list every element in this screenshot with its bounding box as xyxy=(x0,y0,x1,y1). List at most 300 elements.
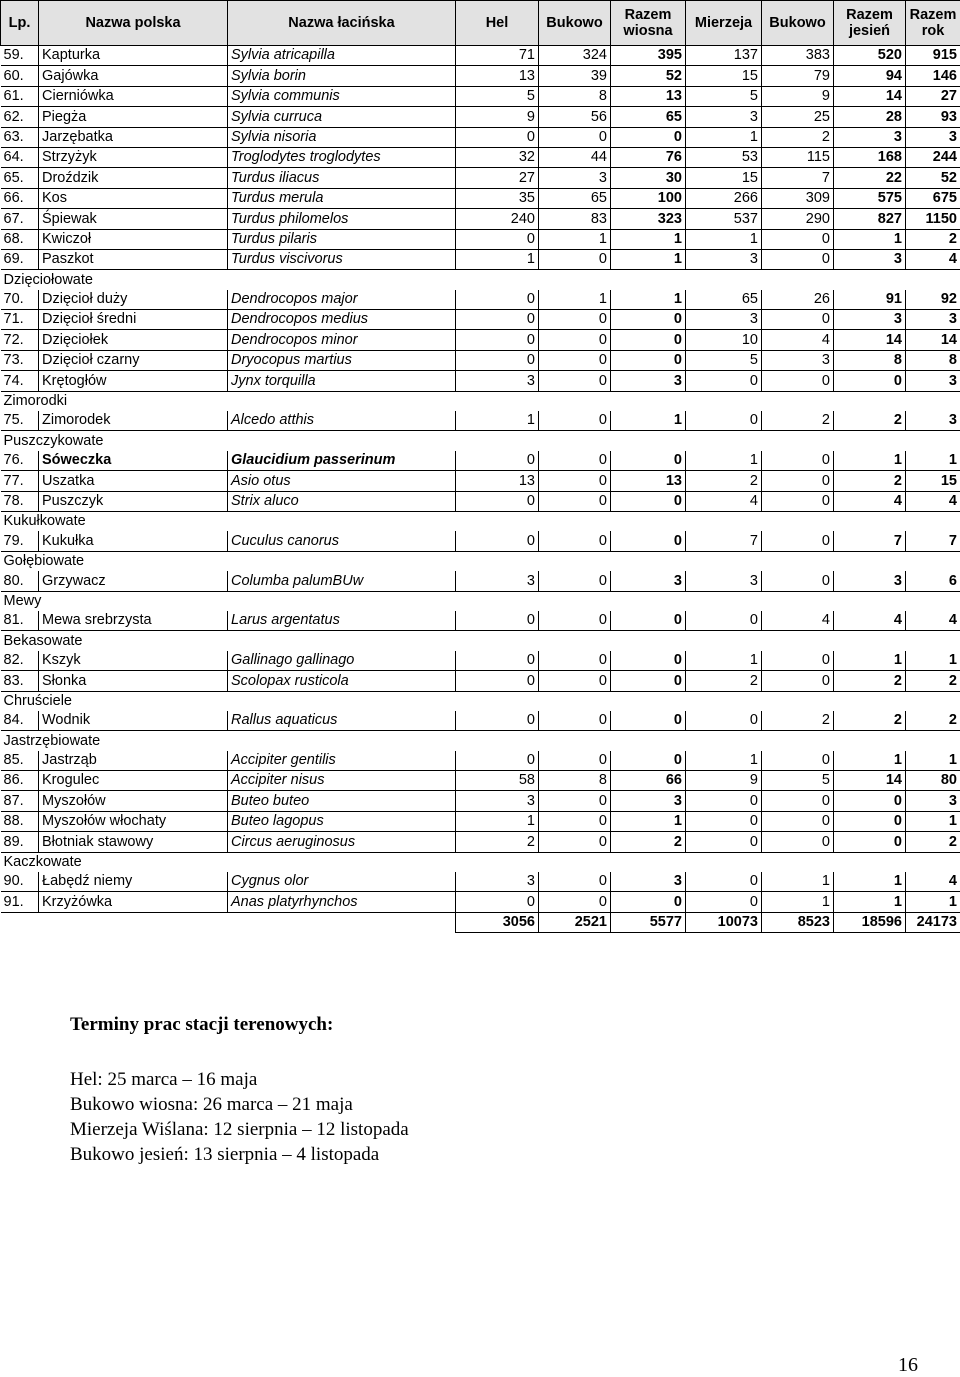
row-number: 72. xyxy=(1,330,39,350)
latin-name: Dendrocopos major xyxy=(228,290,456,310)
count-cell: 1 xyxy=(834,892,906,912)
group-row xyxy=(1,691,960,711)
polish-name: Krętogłów xyxy=(39,371,228,391)
count-cell: 58 xyxy=(456,771,539,791)
count-cell: 915 xyxy=(906,46,960,66)
polish-name: Kos xyxy=(39,188,228,208)
polish-name: Kapturka xyxy=(39,46,228,66)
count-cell: 2 xyxy=(906,711,960,731)
count-cell: 0 xyxy=(686,872,762,892)
count-cell: 0 xyxy=(456,491,539,511)
count-cell: 323 xyxy=(611,209,686,229)
count-cell: 0 xyxy=(456,751,539,771)
count-cell: 2 xyxy=(834,471,906,491)
count-cell: 15 xyxy=(906,471,960,491)
latin-name: Larus argentatus xyxy=(228,611,456,631)
count-cell: 100 xyxy=(611,188,686,208)
count-cell: 575 xyxy=(834,188,906,208)
count-cell: 79 xyxy=(762,66,834,86)
count-cell: 1 xyxy=(456,411,539,431)
row-number: 71. xyxy=(1,310,39,330)
table-row xyxy=(1,229,960,249)
count-cell: 3 xyxy=(456,571,539,591)
count-cell: 0 xyxy=(456,651,539,671)
polish-name: Gajówka xyxy=(39,66,228,86)
count-cell: 0 xyxy=(762,531,834,551)
page-number: 16 xyxy=(898,1354,918,1377)
count-cell: 0 xyxy=(834,371,906,391)
count-cell: 1 xyxy=(906,651,960,671)
count-cell: 5 xyxy=(686,350,762,370)
polish-name: Dzięciołek xyxy=(39,330,228,350)
count-cell: 537 xyxy=(686,209,762,229)
polish-name: Łabędź niemy xyxy=(39,872,228,892)
count-cell: 0 xyxy=(611,531,686,551)
count-cell: 2 xyxy=(762,127,834,147)
count-cell: 8 xyxy=(539,771,611,791)
polish-name: Dzięcioł duży xyxy=(39,290,228,310)
count-cell: 0 xyxy=(611,310,686,330)
count-cell: 0 xyxy=(456,229,539,249)
count-cell: 4 xyxy=(834,611,906,631)
latin-name: Anas platyrhynchos xyxy=(228,892,456,912)
count-cell: 13 xyxy=(456,471,539,491)
row-number: 62. xyxy=(1,107,39,127)
count-cell: 0 xyxy=(539,791,611,811)
count-cell: 0 xyxy=(762,371,834,391)
count-cell: 0 xyxy=(539,249,611,269)
group-name: Kaczkowate xyxy=(1,852,960,872)
polish-name: Sóweczka xyxy=(39,451,228,471)
polish-name: Kszyk xyxy=(39,651,228,671)
terms-line: Bukowo jesień: 13 sierpnia – 4 listopada xyxy=(70,1142,409,1167)
header-total-autumn: Razem jesień xyxy=(834,1,906,46)
count-cell: 0 xyxy=(539,127,611,147)
polish-name: Dzięcioł czarny xyxy=(39,350,228,370)
count-cell: 56 xyxy=(539,107,611,127)
row-number: 76. xyxy=(1,451,39,471)
count-cell: 115 xyxy=(762,147,834,167)
row-number: 85. xyxy=(1,751,39,771)
latin-name: Circus aeruginosus xyxy=(228,832,456,852)
count-cell: 9 xyxy=(762,86,834,106)
count-cell: 8 xyxy=(539,86,611,106)
count-cell: 146 xyxy=(906,66,960,86)
header-lp: Lp. xyxy=(1,1,39,46)
count-cell: 27 xyxy=(456,168,539,188)
count-cell: 5 xyxy=(456,86,539,106)
polish-name: Słonka xyxy=(39,671,228,691)
table-row xyxy=(1,290,960,310)
count-cell: 39 xyxy=(539,66,611,86)
latin-name: Cygnus olor xyxy=(228,872,456,892)
count-cell: 76 xyxy=(611,147,686,167)
count-cell: 1 xyxy=(611,811,686,831)
count-cell: 0 xyxy=(539,531,611,551)
count-cell: 3 xyxy=(906,127,960,147)
latin-name: Strix aluco xyxy=(228,491,456,511)
count-cell: 0 xyxy=(762,229,834,249)
latin-name: Glaucidium passerinum xyxy=(228,451,456,471)
latin-name: Turdus iliacus xyxy=(228,168,456,188)
count-cell: 0 xyxy=(456,290,539,310)
count-cell: 0 xyxy=(762,832,834,852)
totals-row xyxy=(1,912,960,932)
row-number: 81. xyxy=(1,611,39,631)
table-row xyxy=(1,832,960,852)
polish-name: Cierniówka xyxy=(39,86,228,106)
group-name: Puszczykowate xyxy=(1,431,960,451)
table-row xyxy=(1,168,960,188)
terms-heading: Terminy prac stacji terenowych: xyxy=(70,1012,409,1037)
row-number: 77. xyxy=(1,471,39,491)
table-row xyxy=(1,491,960,511)
field-station-terms xyxy=(70,1012,409,1167)
latin-name: Dendrocopos minor xyxy=(228,330,456,350)
polish-name: Paszkot xyxy=(39,249,228,269)
count-cell: 1 xyxy=(686,751,762,771)
count-cell: 0 xyxy=(762,791,834,811)
count-cell: 2 xyxy=(611,832,686,852)
count-cell: 266 xyxy=(686,188,762,208)
table-body xyxy=(1,46,960,933)
count-cell: 2 xyxy=(834,671,906,691)
count-cell: 2 xyxy=(686,471,762,491)
count-cell: 0 xyxy=(611,892,686,912)
count-cell: 1 xyxy=(611,290,686,310)
polish-name: Mewa srebrzysta xyxy=(39,611,228,631)
count-cell: 0 xyxy=(762,310,834,330)
count-cell: 83 xyxy=(539,209,611,229)
count-cell: 2 xyxy=(906,229,960,249)
polish-name: Strzyżyk xyxy=(39,147,228,167)
latin-name: Sylvia communis xyxy=(228,86,456,106)
row-number: 73. xyxy=(1,350,39,370)
count-cell: 7 xyxy=(686,531,762,551)
count-cell: 30 xyxy=(611,168,686,188)
polish-name: Krogulec xyxy=(39,771,228,791)
count-cell: 0 xyxy=(611,330,686,350)
count-cell: 6 xyxy=(906,571,960,591)
count-cell: 14 xyxy=(834,771,906,791)
group-name: Bekasowate xyxy=(1,631,960,651)
latin-name: Turdus philomelos xyxy=(228,209,456,229)
group-row xyxy=(1,631,960,651)
count-cell: 13 xyxy=(456,66,539,86)
count-cell: 2 xyxy=(762,411,834,431)
count-cell: 0 xyxy=(539,751,611,771)
table-row xyxy=(1,531,960,551)
count-cell: 1 xyxy=(686,127,762,147)
count-cell: 1 xyxy=(686,451,762,471)
count-cell: 0 xyxy=(762,651,834,671)
count-cell: 1 xyxy=(762,872,834,892)
table-row xyxy=(1,471,960,491)
row-number: 59. xyxy=(1,46,39,66)
count-cell: 0 xyxy=(539,411,611,431)
row-number: 64. xyxy=(1,147,39,167)
count-cell: 0 xyxy=(686,371,762,391)
count-cell: 3 xyxy=(686,310,762,330)
count-cell: 2 xyxy=(456,832,539,852)
table-row xyxy=(1,127,960,147)
count-cell: 0 xyxy=(611,611,686,631)
total-cell: 10073 xyxy=(686,912,762,932)
count-cell: 0 xyxy=(539,872,611,892)
count-cell: 395 xyxy=(611,46,686,66)
count-cell: 0 xyxy=(834,811,906,831)
table-row xyxy=(1,811,960,831)
polish-name: Puszczyk xyxy=(39,491,228,511)
count-cell: 3 xyxy=(456,872,539,892)
terms-line: Bukowo wiosna: 26 marca – 21 maja xyxy=(70,1092,409,1117)
latin-name: Columba palumBUw xyxy=(228,571,456,591)
count-cell: 4 xyxy=(906,611,960,631)
row-number: 66. xyxy=(1,188,39,208)
count-cell: 1 xyxy=(539,290,611,310)
count-cell: 0 xyxy=(539,811,611,831)
count-cell: 0 xyxy=(686,811,762,831)
latin-name: Turdus pilaris xyxy=(228,229,456,249)
row-number: 91. xyxy=(1,892,39,912)
count-cell: 9 xyxy=(686,771,762,791)
group-name: Dzięciołowate xyxy=(1,270,960,290)
count-cell: 244 xyxy=(906,147,960,167)
row-number: 63. xyxy=(1,127,39,147)
count-cell: 0 xyxy=(611,491,686,511)
total-cell: 5577 xyxy=(611,912,686,932)
count-cell: 2 xyxy=(906,671,960,691)
row-number: 86. xyxy=(1,771,39,791)
count-cell: 52 xyxy=(906,168,960,188)
count-cell: 92 xyxy=(906,290,960,310)
terms-line: Mierzeja Wiślana: 12 sierpnia – 12 listopada xyxy=(70,1117,409,1142)
count-cell: 0 xyxy=(762,671,834,691)
latin-name: Sylvia nisoria xyxy=(228,127,456,147)
polish-name: Wodnik xyxy=(39,711,228,731)
count-cell: 0 xyxy=(539,451,611,471)
count-cell: 0 xyxy=(762,751,834,771)
polish-name: Piegża xyxy=(39,107,228,127)
count-cell: 4 xyxy=(906,872,960,892)
total-cell: 24173 xyxy=(906,912,960,932)
row-number: 83. xyxy=(1,671,39,691)
group-row xyxy=(1,391,960,411)
latin-name: Dryocopus martius xyxy=(228,350,456,370)
count-cell: 1 xyxy=(611,249,686,269)
count-cell: 240 xyxy=(456,209,539,229)
latin-name: Dendrocopos medius xyxy=(228,310,456,330)
count-cell: 1 xyxy=(539,229,611,249)
count-cell: 0 xyxy=(686,892,762,912)
count-cell: 2 xyxy=(686,671,762,691)
latin-name: Accipiter gentilis xyxy=(228,751,456,771)
count-cell: 0 xyxy=(539,711,611,731)
count-cell: 0 xyxy=(762,571,834,591)
latin-name: Turdus viscivorus xyxy=(228,249,456,269)
count-cell: 520 xyxy=(834,46,906,66)
count-cell: 3 xyxy=(762,350,834,370)
group-row xyxy=(1,731,960,751)
totals-spacer xyxy=(1,912,456,932)
table-row xyxy=(1,310,960,330)
count-cell: 1 xyxy=(762,892,834,912)
polish-name: Myszołów xyxy=(39,791,228,811)
count-cell: 13 xyxy=(611,471,686,491)
row-number: 65. xyxy=(1,168,39,188)
group-name: Mewy xyxy=(1,591,960,611)
count-cell: 32 xyxy=(456,147,539,167)
group-row xyxy=(1,852,960,872)
count-cell: 383 xyxy=(762,46,834,66)
count-cell: 0 xyxy=(762,451,834,471)
table-row xyxy=(1,751,960,771)
table-row xyxy=(1,350,960,370)
header-mierzeja: Mierzeja xyxy=(686,1,762,46)
count-cell: 290 xyxy=(762,209,834,229)
table-row xyxy=(1,209,960,229)
count-cell: 0 xyxy=(456,310,539,330)
count-cell: 0 xyxy=(539,671,611,691)
count-cell: 2 xyxy=(906,832,960,852)
count-cell: 1 xyxy=(906,811,960,831)
row-number: 61. xyxy=(1,86,39,106)
group-row xyxy=(1,591,960,611)
count-cell: 3 xyxy=(611,571,686,591)
count-cell: 137 xyxy=(686,46,762,66)
count-cell: 1150 xyxy=(906,209,960,229)
count-cell: 0 xyxy=(611,751,686,771)
count-cell: 2 xyxy=(762,711,834,731)
count-cell: 3 xyxy=(456,791,539,811)
polish-name: Błotniak stawowy xyxy=(39,832,228,852)
count-cell: 71 xyxy=(456,46,539,66)
count-cell: 0 xyxy=(686,832,762,852)
count-cell: 0 xyxy=(686,411,762,431)
count-cell: 0 xyxy=(456,350,539,370)
count-cell: 0 xyxy=(539,471,611,491)
count-cell: 0 xyxy=(834,791,906,811)
count-cell: 0 xyxy=(611,127,686,147)
count-cell: 1 xyxy=(834,229,906,249)
total-cell: 2521 xyxy=(539,912,611,932)
count-cell: 94 xyxy=(834,66,906,86)
count-cell: 2 xyxy=(834,411,906,431)
table-row xyxy=(1,86,960,106)
table-row xyxy=(1,411,960,431)
row-number: 84. xyxy=(1,711,39,731)
count-cell: 93 xyxy=(906,107,960,127)
count-cell: 65 xyxy=(686,290,762,310)
count-cell: 1 xyxy=(834,651,906,671)
header-polish-name: Nazwa polska xyxy=(39,1,228,46)
count-cell: 0 xyxy=(456,671,539,691)
count-cell: 0 xyxy=(456,127,539,147)
table-row xyxy=(1,791,960,811)
count-cell: 0 xyxy=(539,310,611,330)
count-cell: 0 xyxy=(762,491,834,511)
polish-name: Myszołów włochaty xyxy=(39,811,228,831)
count-cell: 8 xyxy=(906,350,960,370)
table-row xyxy=(1,892,960,912)
row-number: 88. xyxy=(1,811,39,831)
header-total-spring: Razem wiosna xyxy=(611,1,686,46)
polish-name: Śpiewak xyxy=(39,209,228,229)
count-cell: 0 xyxy=(539,330,611,350)
count-cell: 0 xyxy=(456,892,539,912)
terms-line: Hel: 25 marca – 16 maja xyxy=(70,1067,409,1092)
count-cell: 0 xyxy=(539,371,611,391)
table-row xyxy=(1,147,960,167)
header-latin-name: Nazwa łacińska xyxy=(228,1,456,46)
count-cell: 309 xyxy=(762,188,834,208)
count-cell: 3 xyxy=(686,107,762,127)
group-name: Chruściele xyxy=(1,691,960,711)
count-cell: 0 xyxy=(456,711,539,731)
polish-name: Jastrząb xyxy=(39,751,228,771)
table-row xyxy=(1,249,960,269)
count-cell: 827 xyxy=(834,209,906,229)
row-number: 67. xyxy=(1,209,39,229)
count-cell: 5 xyxy=(762,771,834,791)
header-bukowo-autumn: Bukowo xyxy=(762,1,834,46)
count-cell: 4 xyxy=(686,491,762,511)
polish-name: Krzyżówka xyxy=(39,892,228,912)
table-row xyxy=(1,771,960,791)
group-row xyxy=(1,511,960,531)
polish-name: Jarzębatka xyxy=(39,127,228,147)
table-row xyxy=(1,571,960,591)
count-cell: 1 xyxy=(906,451,960,471)
count-cell: 13 xyxy=(611,86,686,106)
count-cell: 4 xyxy=(762,330,834,350)
count-cell: 3 xyxy=(611,791,686,811)
table-row xyxy=(1,188,960,208)
latin-name: Asio otus xyxy=(228,471,456,491)
count-cell: 1 xyxy=(456,811,539,831)
row-number: 69. xyxy=(1,249,39,269)
row-number: 82. xyxy=(1,651,39,671)
count-cell: 3 xyxy=(834,310,906,330)
count-cell: 0 xyxy=(762,249,834,269)
row-number: 68. xyxy=(1,229,39,249)
polish-name: Dzięcioł średni xyxy=(39,310,228,330)
latin-name: Rallus aquaticus xyxy=(228,711,456,731)
count-cell: 4 xyxy=(906,491,960,511)
count-cell: 3 xyxy=(686,571,762,591)
count-cell: 80 xyxy=(906,771,960,791)
count-cell: 7 xyxy=(834,531,906,551)
count-cell: 3 xyxy=(834,249,906,269)
count-cell: 0 xyxy=(762,471,834,491)
count-cell: 324 xyxy=(539,46,611,66)
count-cell: 0 xyxy=(686,711,762,731)
count-cell: 65 xyxy=(611,107,686,127)
count-cell: 3 xyxy=(906,791,960,811)
count-cell: 14 xyxy=(834,330,906,350)
count-cell: 27 xyxy=(906,86,960,106)
count-cell: 35 xyxy=(456,188,539,208)
polish-name: Kwiczoł xyxy=(39,229,228,249)
count-cell: 0 xyxy=(539,611,611,631)
count-cell: 1 xyxy=(834,872,906,892)
count-cell: 3 xyxy=(906,411,960,431)
count-cell: 44 xyxy=(539,147,611,167)
count-cell: 0 xyxy=(611,651,686,671)
table-row xyxy=(1,671,960,691)
table-row xyxy=(1,611,960,631)
count-cell: 0 xyxy=(611,711,686,731)
